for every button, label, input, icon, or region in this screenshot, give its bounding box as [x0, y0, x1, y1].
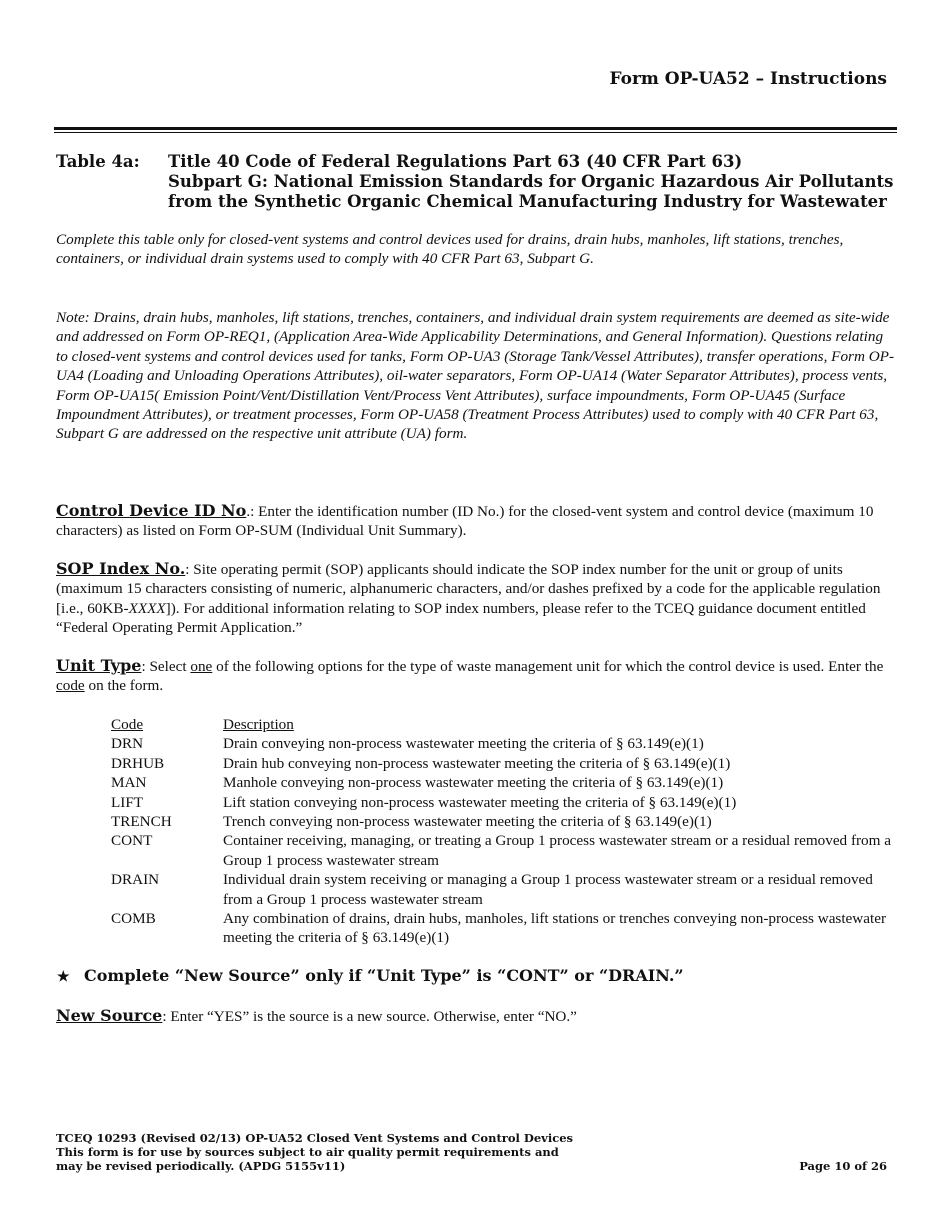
header-rule-thick	[54, 127, 897, 130]
code-cell: MAN	[111, 774, 147, 792]
code-cell: COMB	[111, 910, 156, 928]
note-paragraph: Note: Drains, drain hubs, manholes, lift stations, trenches, containers, and individual drain system requirements are deemed as site-wide and addressed on Form OP-REQ1, (Application Area-Wide Applicability Determinations, and General Information). Questions relating to closed-vent systems and control devices used for tanks, Form OP-UA3 (Storage Tank/Vessel Attributes), transfer operations, Form OP-UA4 (Loading and Unloading Operations Attributes), oil-water separators, Form OP-UA14 (Water Separator Attributes), process vents, Form OP-UA15( Emission Point/Vent/Distillation Vent/Process Vent Attributes), surface impoundments, Form OP-UA45 (Surface Impoundment Attributes), or treatment processes, Form OP-UA58 (Treatment Process Attributes) used to comply with 40 CFR Part 63, Subpart G are addressed on the respective unit attribute (UA) form.	[56, 309, 895, 443]
header-rule-thin	[54, 132, 897, 133]
code-cell: LIFT	[111, 793, 144, 811]
table-row	[111, 812, 901, 831]
table-row	[111, 909, 901, 948]
unit-type-paragraph	[56, 656, 896, 696]
table-label: Table 4a:	[56, 152, 140, 171]
new-source-term: New Source	[56, 1006, 163, 1025]
unit-type-one: one	[190, 658, 213, 675]
code-cell: DRHUB	[111, 754, 165, 772]
control-device-text: : Enter the identification number (ID No.) for the closed-vent system and control device (maximum 10 characters) as listed on Form OP-SUM (Individual Unit Summary).	[56, 503, 874, 540]
footer-form-info	[56, 1131, 573, 1173]
page-number: Page 10 of 26	[799, 1159, 887, 1173]
table-row	[111, 754, 901, 773]
new-source-condition-note	[57, 966, 684, 985]
codes-header-code: Code	[111, 716, 144, 733]
star-icon: ★	[57, 969, 70, 985]
table-title	[168, 152, 898, 212]
table-title-line: Subpart G: National Emission Standards for Organic Hazardous Air Pollutants	[168, 172, 894, 191]
code-cell: CONT	[111, 832, 153, 850]
footer-line: may be revised periodically. (APDG 5155v11)	[56, 1159, 346, 1173]
table-title-line: from the Synthetic Organic Chemical Manufacturing Industry for Wastewater	[168, 192, 887, 211]
sop-index-text: : Site operating permit (SOP) applicants should indicate the SOP index number for the unit or group of units (maximum 15 characters consisting of numeric, alphanumeric characters, and/or dashes prefixed by a code for the applicable regulation [i.e., 60KB-	[56, 561, 881, 617]
desc-cell: Drain conveying non-process wastewater meeting the criteria of § 63.149(e)(1)	[223, 735, 704, 753]
table-row	[111, 870, 901, 909]
unit-type-text-end: on the form.	[84, 677, 164, 695]
footer-line: This form is for use by sources subject to air quality permit requirements and	[56, 1145, 559, 1159]
desc-cell: Any combination of drains, drain hubs, manholes, lift stations or trenches conveying non-process wastewater meeting the criteria of § 63.149(e)(1)	[223, 910, 887, 947]
new-source-text: : Enter “YES” is the source is a new source. Otherwise, enter “NO.”	[162, 1008, 577, 1025]
intro-paragraph: Complete this table only for closed-vent systems and control devices used for drains, drain hubs, manholes, lift stations, trenches, containers, or individual drain systems used to comply with 40 CFR Part 63, Subpart G.	[56, 231, 844, 268]
unit-type-text-mid: of the following options for the type of waste management unit for which the control device is used. Enter the	[212, 658, 884, 675]
form-title: Form OP-UA52 – Instructions	[609, 69, 887, 89]
sop-index-paragraph	[56, 559, 896, 638]
sop-index-term: SOP Index No.	[56, 559, 186, 578]
table-row	[111, 831, 901, 870]
desc-cell: Individual drain system receiving or managing a Group 1 process wastewater stream or a residual removed from a Group 1 process wastewater stream	[223, 871, 873, 908]
desc-cell: Lift station conveying non-process wastewater meeting the criteria of § 63.149(e)(1)	[223, 793, 737, 811]
table-row	[111, 773, 901, 792]
code-cell: DRAIN	[111, 871, 160, 889]
footer-line: TCEQ 10293 (Revised 02/13) OP-UA52 Closed Vent Systems and Control Devices	[56, 1131, 573, 1145]
unit-type-code-word: code	[56, 677, 85, 695]
control-device-paragraph	[56, 501, 896, 541]
sop-index-placeholder: XXXX	[128, 599, 166, 617]
codes-table	[111, 715, 901, 948]
code-cell: TRENCH	[111, 813, 172, 831]
unit-type-text: : Select	[141, 658, 191, 675]
table-title-line: Title 40 Code of Federal Regulations Part 63 (40 CFR Part 63)	[168, 152, 743, 171]
desc-cell: Drain hub conveying non-process wastewater meeting the criteria of § 63.149(e)(1)	[223, 754, 731, 772]
unit-type-term: Unit Type	[56, 656, 142, 675]
table-row	[111, 734, 901, 753]
sop-index-text-end: ]). For additional information relating to SOP index numbers, please refer to the TCEQ guidance document entitled “Federal Operating Permit Application.”	[56, 599, 866, 637]
codes-header-desc: Description	[223, 716, 294, 733]
control-device-term-suffix: .	[246, 503, 251, 520]
desc-cell: Manhole conveying non-process wastewater meeting the criteria of § 63.149(e)(1)	[223, 774, 724, 792]
desc-cell: Container receiving, managing, or treating a Group 1 process wastewater stream or a residual removed from a Group 1 process wastewater stream	[223, 832, 892, 869]
code-cell: DRN	[111, 735, 144, 753]
desc-cell: Trench conveying non-process wastewater meeting the criteria of § 63.149(e)(1)	[223, 813, 712, 831]
table-row	[111, 793, 901, 812]
codes-header-row	[111, 715, 901, 734]
star-note-text: Complete “New Source” only if “Unit Type” is “CONT” or “DRAIN.”	[84, 966, 684, 985]
control-device-term: Control Device ID No	[56, 501, 247, 520]
new-source-paragraph	[56, 1006, 896, 1026]
